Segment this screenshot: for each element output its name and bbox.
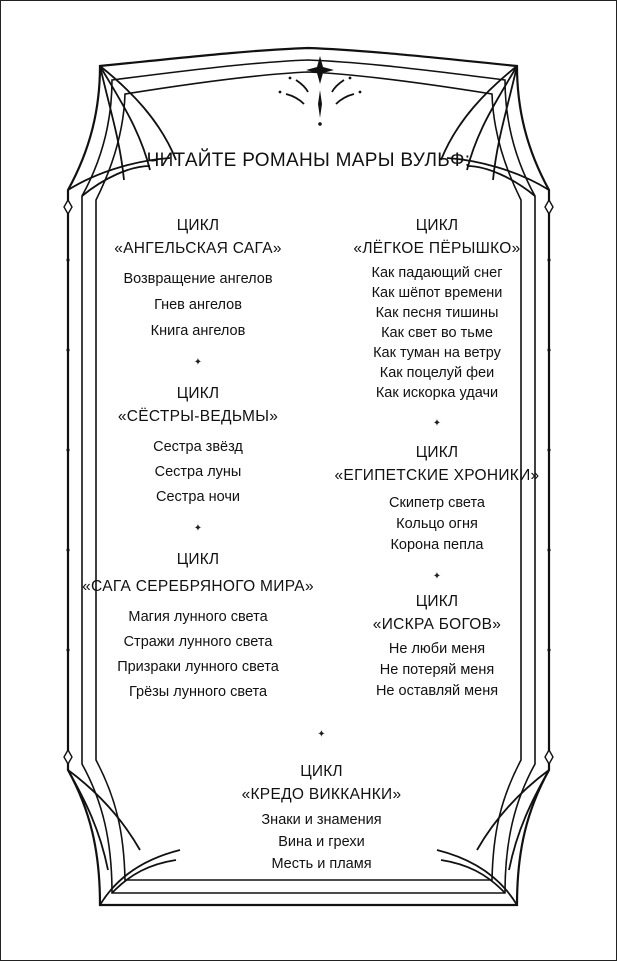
series-light-feather (324, 214, 550, 403)
book-title: Как падающий снег (371, 265, 503, 281)
book-title: Кольцо огня (396, 516, 478, 532)
series-cycle-label: ЦИКЛ (176, 217, 220, 234)
divider-star-icon: ✦ (432, 571, 442, 582)
book-title: Грёзы лунного света (128, 684, 268, 700)
series-silver-world (80, 548, 316, 705)
book-title: Знаки и знамения (261, 812, 382, 828)
book-title: Корона пепла (390, 537, 484, 553)
book-title: Как туман на ветру (373, 345, 501, 361)
book-title: Скипетр света (389, 495, 485, 511)
divider-star-icon: ✦ (193, 523, 203, 534)
book-title: Магия лунного света (128, 609, 268, 625)
book-title: Книга ангелов (150, 323, 246, 339)
star-ornament-icon (279, 56, 362, 126)
series-sisters-witches (80, 382, 316, 510)
book-title: Не потеряй меня (379, 662, 495, 678)
series-egyptian-chronicles (324, 441, 550, 556)
series-cycle-label: ЦИКЛ (176, 385, 220, 402)
book-title: Сестра луны (154, 464, 242, 480)
book-title: Месть и пламя (271, 856, 372, 872)
series-name: «ЕГИПЕТСКИЕ ХРОНИКИ» (334, 467, 540, 484)
series-name: «ИСКРА БОГОВ» (372, 616, 502, 633)
book-title: Призраки лунного света (117, 659, 279, 675)
series-angelic-saga (80, 214, 316, 344)
series-cycle-label: ЦИКЛ (415, 217, 459, 234)
book-title: Как искорка удачи (375, 385, 499, 401)
book-title: Как песня тишины (375, 305, 499, 321)
series-cycle-label: ЦИКЛ (176, 551, 220, 568)
series-cycle-label: ЦИКЛ (415, 444, 459, 461)
series-name: «САГА СЕРЕБРЯНОГО МИРА» (82, 578, 314, 595)
left-column (80, 214, 316, 705)
series-name: «КРЕДО ВИККАНКИ» (241, 786, 402, 803)
book-title: Не оставляй меня (375, 683, 499, 699)
divider-star-icon: ✦ (193, 357, 203, 368)
book-title: Возвращение ангелов (123, 271, 273, 287)
book-title: Стражи лунного света (123, 634, 273, 650)
book-title: Как поцелуй феи (379, 365, 495, 381)
book-title: Не люби меня (388, 641, 486, 657)
series-cycle-label: ЦИКЛ (415, 593, 459, 610)
series-cycle-label: ЦИКЛ (300, 763, 343, 780)
series-spark-of-gods (324, 590, 550, 702)
book-title: Гнев ангелов (154, 297, 242, 313)
series-name: «СЁСТРЫ-ВЕДЬМЫ» (117, 408, 279, 425)
series-wiccan-creed (0, 760, 617, 875)
book-title: Вина и грехи (278, 834, 365, 850)
book-title: Как шёпот времени (371, 285, 503, 301)
series-name: «АНГЕЛЬСКАЯ САГА» (114, 240, 282, 257)
divider-star-icon: ✦ (317, 729, 326, 740)
book-title: Сестра звёзд (153, 439, 243, 455)
series-name: «ЛЁГКОЕ ПЁРЫШКО» (353, 240, 521, 257)
divider-star-icon: ✦ (432, 418, 442, 429)
book-title: Сестра ночи (156, 489, 240, 505)
right-column (324, 214, 550, 702)
page-title: ЧИТАЙТЕ РОМАНЫ МАРЫ ВУЛЬФ: (146, 150, 471, 171)
book-title: Как свет во тьме (381, 325, 493, 341)
